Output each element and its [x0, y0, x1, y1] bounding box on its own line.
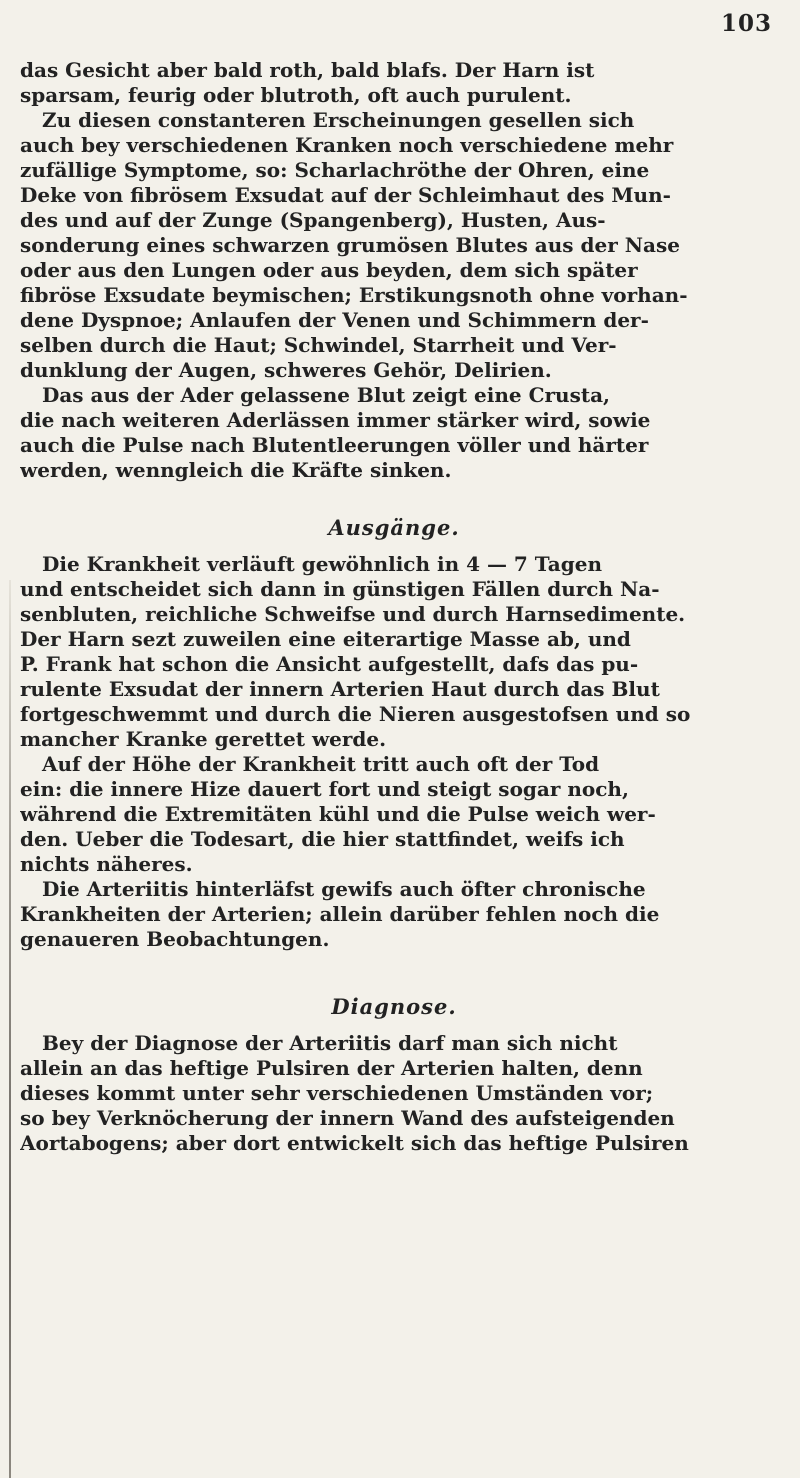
- text-line: die nach weiteren Aderlässen immer stärker wird, sowie: [20, 408, 651, 432]
- text-line: sonderung eines schwarzen grumösen Blutes aus der Nase: [20, 233, 680, 257]
- text-line: allein an das heftige Pulsiren der Arterien halten, denn: [20, 1056, 643, 1080]
- paragraph-symptoms: [20, 58, 768, 483]
- page-number: 103: [720, 10, 772, 37]
- text-line: das Gesicht aber bald roth, bald blafs. Der Harn ist: [20, 58, 595, 82]
- text-line: Das aus der Ader gelassene Blut zeigt eine Crusta,: [42, 383, 610, 407]
- section-heading-diagnose: Diagnose.: [331, 994, 457, 1019]
- text-line: auch die Pulse nach Blutentleerungen völler und härter: [20, 433, 649, 457]
- page-edge-shadow: [9, 580, 11, 1478]
- text-line: des und auf der Zunge (Spangenberg), Husten, Aus-: [20, 208, 606, 232]
- text-line: Krankheiten der Arterien; allein darüber fehlen noch die: [20, 902, 660, 926]
- text-line: selben durch die Haut; Schwindel, Starrheit und Ver-: [20, 333, 617, 357]
- paragraph-diagnose: [20, 1031, 768, 1156]
- text-line: und entscheidet sich dann in günstigen Fällen durch Na-: [20, 577, 660, 601]
- text-line: Aortabogens; aber dort entwickelt sich das heftige Pulsiren: [20, 1131, 689, 1155]
- text-line: Der Harn sezt zuweilen eine eiterartige Masse ab, und: [20, 627, 631, 651]
- text-line: den. Ueber die Todesart, die hier stattfindet, weifs ich: [20, 827, 625, 851]
- section-heading-ausgaenge: Ausgänge.: [328, 515, 460, 540]
- text-line: zufällige Symptome, so: Scharlachröthe der Ohren, eine: [20, 158, 650, 182]
- text-line: sparsam, feurig oder blutroth, oft auch purulent.: [20, 83, 572, 107]
- text-line: fibröse Exsudate beymischen; Erstikungsnoth ohne vorhan-: [20, 283, 688, 307]
- text-line: Auf der Höhe der Krankheit tritt auch oft der Tod: [42, 752, 600, 776]
- text-line: fortgeschwemmt und durch die Nieren ausgestofsen und so: [20, 702, 691, 726]
- paragraph-ausgaenge: [20, 552, 768, 952]
- text-line: so bey Verknöcherung der innern Wand des aufsteigenden: [20, 1106, 675, 1130]
- text-line: genaueren Beobachtungen.: [20, 927, 330, 951]
- text-line: Die Arteriitis hinterläfst gewifs auch öfter chronische: [42, 877, 646, 901]
- text-line: nichts näheres.: [20, 852, 193, 876]
- text-line: oder aus den Lungen oder aus beyden, dem sich später: [20, 258, 638, 282]
- text-line: Die Krankheit verläuft gewöhnlich in 4 — 7 Tagen: [42, 552, 602, 576]
- text-line: rulente Exsudat der innern Arterien Haut durch das Blut: [20, 677, 660, 701]
- text-line: dieses kommt unter sehr verschiedenen Umständen vor;: [20, 1081, 654, 1105]
- text-line: werden, wenngleich die Kräfte sinken.: [20, 458, 452, 482]
- text-line: dunklung der Augen, schweres Gehör, Delirien.: [20, 358, 552, 382]
- text-line: dene Dyspnoe; Anlaufen der Venen und Schimmern der-: [20, 308, 649, 332]
- text-line: während die Extremitäten kühl und die Pulse weich wer-: [20, 802, 656, 826]
- text-line: senbluten, reichliche Schweifse und durch Harnsedimente.: [20, 602, 686, 626]
- text-line: Bey der Diagnose der Arteriitis darf man sich nicht: [42, 1031, 618, 1055]
- text-line: P. Frank hat schon die Ansicht aufgestellt, dafs das pu-: [20, 652, 639, 676]
- text-line: Zu diesen constanteren Erscheinungen gesellen sich: [42, 108, 635, 132]
- text-line: auch bey verschiedenen Kranken noch verschiedene mehr: [20, 133, 674, 157]
- body-text: [20, 58, 768, 1156]
- text-line: Deke von fibrösem Exsudat auf der Schleimhaut des Mun-: [20, 183, 671, 207]
- text-line: ein: die innere Hize dauert fort und steigt sogar noch,: [20, 777, 629, 801]
- text-line: mancher Kranke gerettet werde.: [20, 727, 387, 751]
